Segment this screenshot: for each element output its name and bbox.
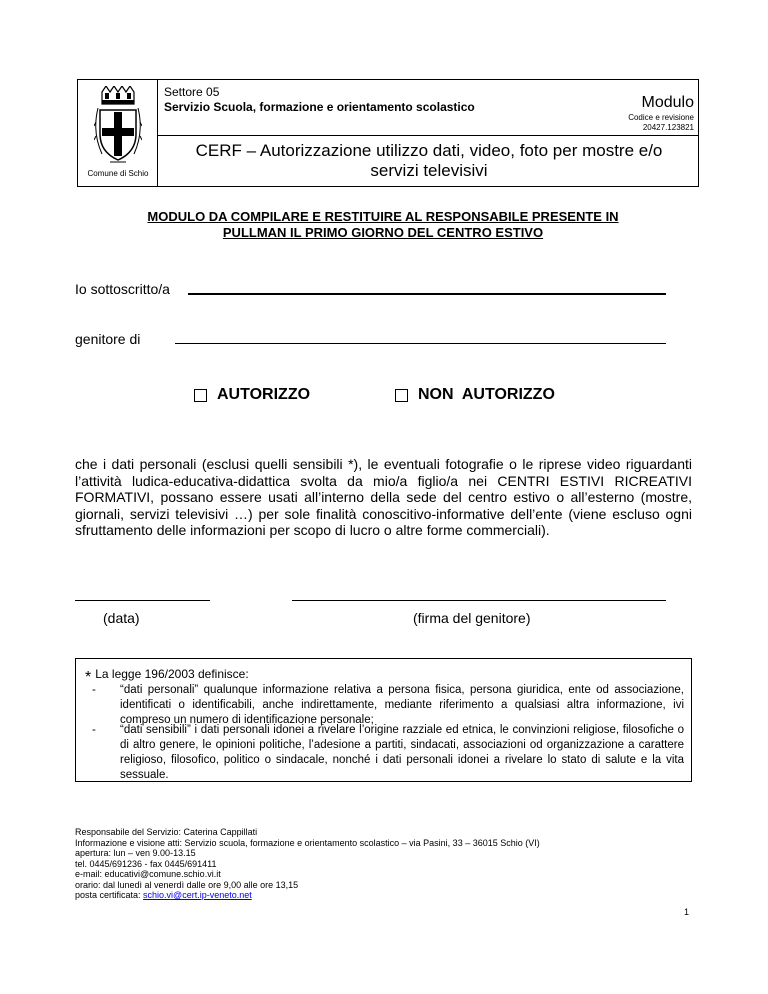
footer-info: Informazione e visione atti: Servizio scuola, formazione e orientamento scolastico – via Pasini, 33 – 36015 Schio (VI) [75, 837, 540, 848]
legal-note-item-text: “dati sensibili” i dati personali idonei a rivelare l’origine razziale ed etnica, le convinzioni religiose, filosofiche o di altro genere, le opinioni politiche, l’adesione a partiti, sindacati, associazioni od organizzazione a carattere religioso, filosofico, politico o sindacale, nonché i dati personali idonei a rivelare lo stato di salute e la vita sessuale. [120, 724, 684, 781]
asterisk-mark: * [85, 669, 92, 686]
page-number: 1 [684, 907, 690, 917]
legal-note-item-text: “dati personali” qualunque informazione relativa a persona fisica, persona giuridica, ente od associazione, identificati o identificabili, anche indirettamente, mediante riferimento a qualsiasi altra informazione, ivi compreso un numero di identificazione personale; [120, 684, 684, 726]
instruction-heading [80, 209, 686, 241]
legal-note-item [92, 683, 684, 728]
authorize-label: AUTORIZZO [217, 386, 311, 403]
signature-field[interactable] [292, 600, 666, 601]
parent-of-label: genitore di [75, 331, 141, 347]
date-caption: (data) [103, 610, 140, 626]
instruction-line-1: MODULO DA COMPILARE E RESTITUIRE AL RESPONSABILE PRESENTE IN [147, 209, 619, 224]
legal-note-intro-text: La legge 196/2003 definisce: [95, 667, 249, 681]
document-header [77, 79, 699, 187]
list-dash: - [92, 684, 96, 696]
sector-label: Settore 05 [164, 85, 220, 99]
code-revision-label: Codice e revisione [628, 113, 694, 122]
not-authorize-option[interactable] [395, 386, 555, 404]
footer-schedule: orario: dal lunedì al venerdì dalle ore 9,00 alle ore 13,15 [75, 879, 299, 890]
form-title [160, 141, 698, 181]
footer-pec [75, 890, 540, 901]
authorize-option[interactable] [194, 386, 310, 404]
modulo-label: Modulo [641, 94, 694, 111]
legal-note-box [75, 658, 692, 782]
legal-note-intro [85, 665, 249, 686]
undersigned-field[interactable] [188, 293, 666, 295]
date-field[interactable] [75, 600, 210, 601]
form-title-line-1: CERF – Autorizzazione utilizzo dati, video, foto per mostre e/o [195, 141, 663, 160]
undersigned-label: Io sottoscritto/a [75, 281, 170, 297]
logo-caption: Comune di Schio [87, 169, 149, 178]
signature-caption: (firma del genitore) [413, 610, 531, 626]
parent-of-field[interactable] [175, 343, 666, 344]
code-revision-value: 20427.123821 [642, 123, 694, 132]
authorization-text: che i dati personali (esclusi quelli sensibili *), le eventuali fotografie o le riprese video riguardanti l’attività ludica-educativa-didattica svolta da mio/a figlio/a nei CENTRI ESTIVI RICREATIVI FORMATIVI, possano essere usati all’interno della sede del centro estivo o all’esterno (mostre, giornali, servizi televisivi …) per sole finalità conoscitivo-informative dell’ente (viene escluso ogni sfruttamento delle informazioni per scopo di lucro o altre forme commerciali). [75, 456, 692, 538]
footer-contacts [75, 827, 540, 901]
authorize-checkbox[interactable] [194, 389, 207, 402]
form-title-line-2: servizi televisivi [370, 161, 488, 180]
footer-phone: tel. 0445/691236 - fax 0445/691411 [75, 858, 217, 869]
logo-cell [78, 80, 158, 186]
header-divider [158, 135, 698, 136]
service-name: Servizio Scuola, formazione e orientamento scolastico [164, 100, 475, 114]
pec-link[interactable]: schio.vi@cert.ip-veneto.net [143, 890, 252, 900]
footer-responsible: Responsabile del Servizio: Caterina Cappillati [75, 827, 258, 837]
legal-note-item [92, 723, 684, 783]
footer-hours: apertura: lun – ven 9.00-13.15 [75, 848, 196, 858]
coat-of-arms-icon [94, 86, 142, 168]
not-authorize-label: NON AUTORIZZO [418, 386, 555, 403]
footer-email: e-mail: educativi@comune.schio.vi.it [75, 869, 221, 879]
list-dash: - [92, 724, 96, 736]
pec-label: posta certificata: [75, 890, 144, 900]
instruction-line-2: PULLMAN IL PRIMO GIORNO DEL CENTRO ESTIVO [222, 225, 544, 240]
not-authorize-checkbox[interactable] [395, 389, 408, 402]
